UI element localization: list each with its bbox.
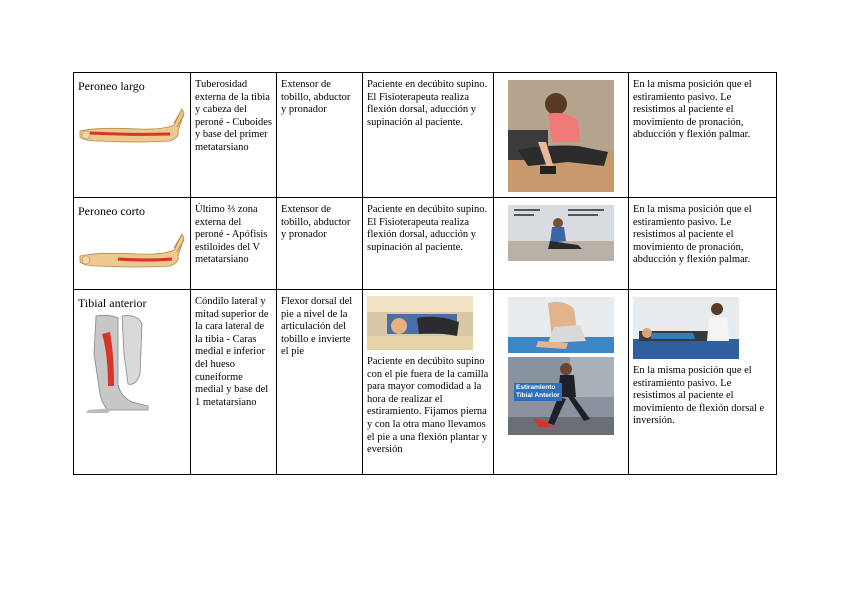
leg-muscle-illustration <box>78 101 186 149</box>
stretch-cell: Paciente en decúbito supino. El Fisioterapeuta realiza flexión dorsal, aducción y supinación al paciente. <box>363 198 494 290</box>
muscle-name: Peroneo corto <box>78 204 145 218</box>
origin-insertion-cell: Último ⅔ zona externa del peroné - Apófisis estiloides del V metatarsiano <box>191 198 277 290</box>
origin-insertion-cell: Tuberosidad externa de la tibia y cabeza del peroné - Cuboides y base del primer metatarsiano <box>191 73 277 198</box>
stretch-cell <box>363 290 494 475</box>
leg-muscle-illustration <box>78 226 186 274</box>
resistance-cell: En la misma posición que el estiramiento pasivo. Le resistimos al paciente el movimiento de pronación, abducción y flexión palmar. <box>629 198 777 290</box>
muscle-table <box>73 72 777 475</box>
resistance-photo <box>633 297 739 359</box>
muscle-name: Peroneo largo <box>78 79 145 93</box>
table-row <box>74 198 777 290</box>
resistance-cell <box>629 290 777 475</box>
action-cell: Extensor de tobillo, abductor y pronador <box>277 73 363 198</box>
resistance-text: En la misma posición que el estiramiento pasivo. Le resistimos al paciente el movimiento de flexión dorsal e inversión. <box>633 365 765 427</box>
resistance-cell: En la misma posición que el estiramiento pasivo. Le resistimos al paciente el movimiento de pronación, abducción y flexión palmar. <box>629 73 777 198</box>
muscle-cell <box>74 73 191 198</box>
stretch-photo <box>508 205 614 261</box>
stretch-photo <box>367 296 473 350</box>
stretch-photo <box>508 297 614 353</box>
table-row <box>74 73 777 198</box>
stretch-text: Paciente en decúbito supino con el pie fuera de la camilla para mayor comodidad a la hora de realizar el estiramiento. Fijamos pierna y con la otra mano llevamos el pie a una flexión plantar y eversión <box>367 356 489 456</box>
muscle-cell <box>74 198 191 290</box>
stretch-photo <box>508 80 614 192</box>
stretch-photo <box>508 357 614 435</box>
action-cell: Flexor dorsal del pie a nivel de la articulación del tobillo e invierte el pie <box>277 290 363 475</box>
table-row <box>74 290 777 475</box>
action-cell: Extensor de tobillo, abductor y pronador <box>277 198 363 290</box>
photo-cell <box>494 198 629 290</box>
origin-insertion-cell: Cóndilo lateral y mitad superior de la cara lateral de la tibia - Caras medial e inferior del hueso cuneiforme medial y base del 1 metatarsiano <box>191 290 277 475</box>
photo-caption: Estiramiento Tibial Anterior <box>514 383 562 401</box>
leg-muscle-illustration <box>78 314 158 414</box>
photo-cell <box>494 73 629 198</box>
photo-cell <box>494 290 629 475</box>
muscle-name: Tibial anterior <box>78 296 147 310</box>
stretch-cell: Paciente en decúbito supino. El Fisioterapeuta realiza flexión dorsal, aducción y supinación al paciente. <box>363 73 494 198</box>
muscle-cell <box>74 290 191 475</box>
